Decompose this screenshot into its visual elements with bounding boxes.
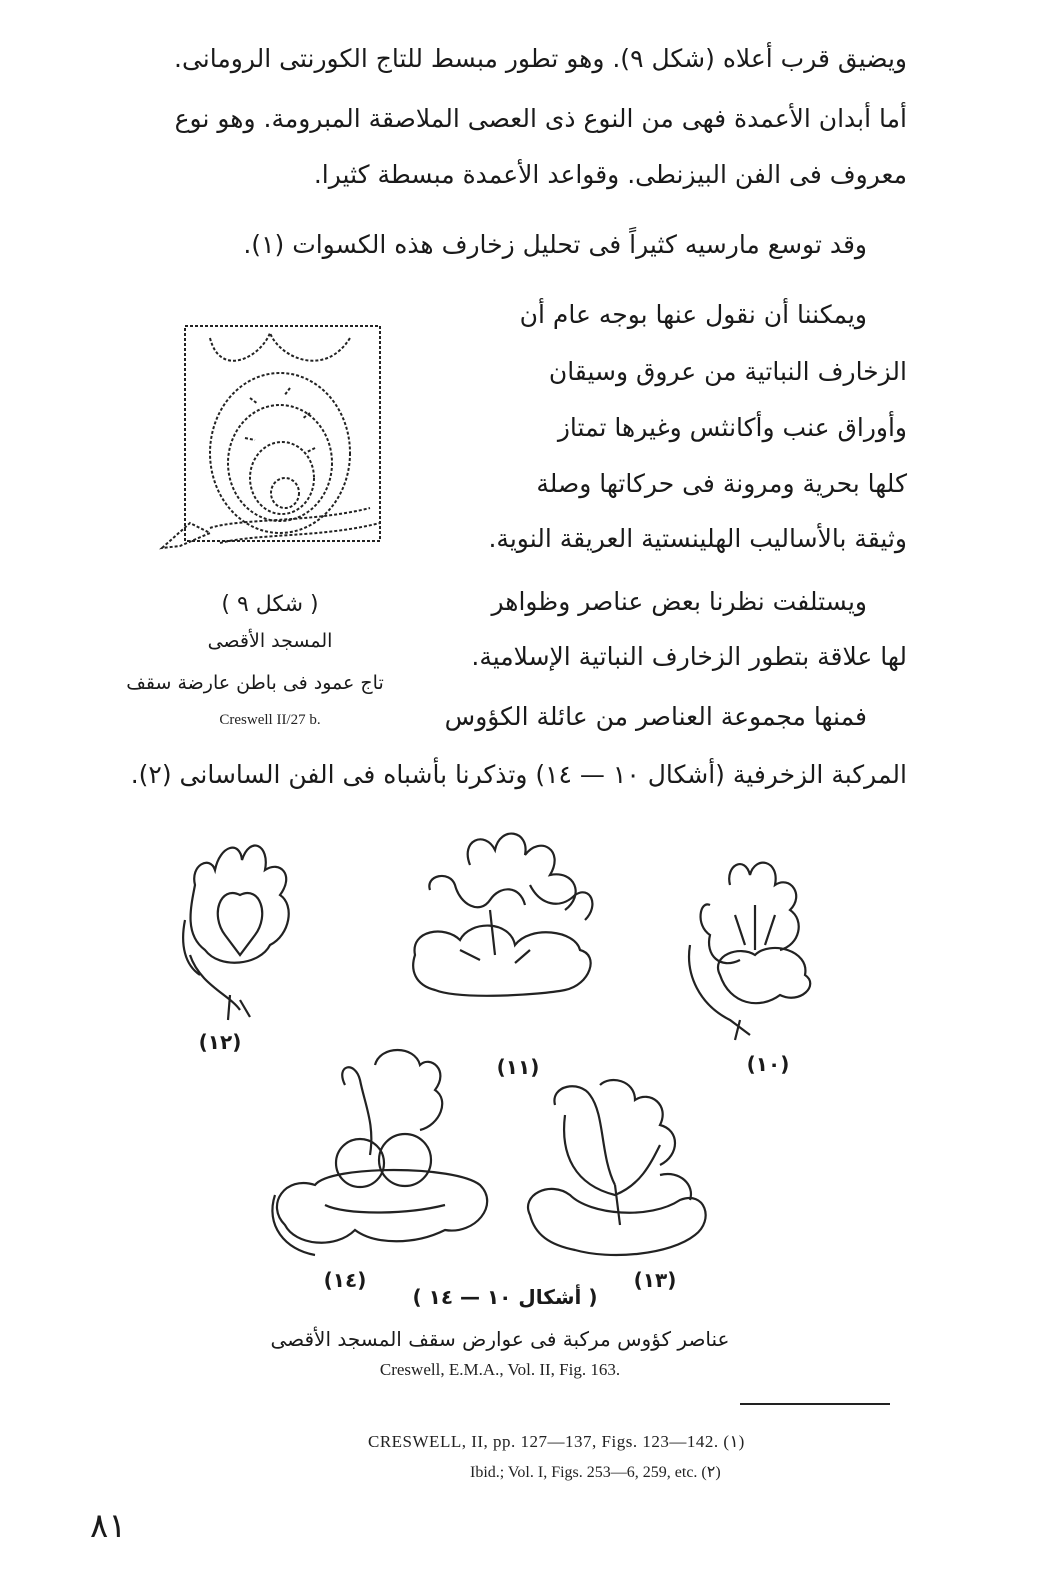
footnote-rule <box>740 1403 890 1405</box>
figure-10-label: (١٠) <box>746 1052 790 1076</box>
column-line-3: وأوراق عنب وأكانثس وغيرها تمتاز <box>557 413 907 442</box>
figure-11-cup-drawing <box>400 825 610 1015</box>
figure-12-cup-drawing <box>170 825 310 1025</box>
body-line-1: ويضيق قرب أعلاه (شكل ٩). وهو تطور مبسط للتاج الكورنتى الرومانى. <box>174 44 907 73</box>
column-line-4: كلها بحرية ومرونة فى حركاتها وصلة <box>536 469 907 498</box>
figures-10-14-caption: عناصر كؤوس مركبة فى عوارض سقف المسجد الأقصى <box>270 1327 730 1351</box>
figure-14-label: (١٤) <box>323 1268 367 1292</box>
figure-13-cup-drawing <box>520 1075 720 1265</box>
figure-12-label: (١٢) <box>198 1030 242 1054</box>
body-paragraph-2: وقد توسع مارسيه كثيراً فى تحليل زخارف هذه الكسوات (١). <box>243 230 867 259</box>
figure-9-description: تاج عمود فى باطن عارضة سقف <box>126 672 384 694</box>
body-line-2: أما أبدان الأعمدة فهى من النوع ذى العصى الملاصقة المبرومة. وهو نوع <box>174 104 907 133</box>
body-line-3: معروف فى الفن البيزنطى. وقواعد الأعمدة مبسطة كثيرا. <box>313 160 907 189</box>
figure-10-cup-drawing <box>670 845 830 1045</box>
figures-10-14-group-label: ( أشكال ١٠ — ١٤ ) <box>412 1285 598 1309</box>
figure-9-capital-drawing <box>150 318 390 568</box>
figure-11-label: (١١) <box>496 1055 540 1079</box>
figure-9-label: ( شكل ٩ ) <box>221 592 319 617</box>
page-number: ٨١ <box>90 1506 127 1546</box>
figure-9-source: Creswell II/27 b. <box>219 712 321 728</box>
column-line-7: لها علاقة بتطور الزخارف النباتية الإسلامية. <box>471 642 907 671</box>
figure-14-cup-drawing <box>255 1045 505 1265</box>
figure-9-place: المسجد الأقصى <box>207 630 333 652</box>
column-line-1: ويمكننا أن نقول عنها بوجه عام أن <box>519 300 867 329</box>
figures-10-14-source: Creswell, E.M.A., Vol. II, Fig. 163. <box>379 1360 621 1379</box>
column-line-8: فمنها مجموعة العناصر من عائلة الكؤوس <box>444 702 867 731</box>
column-line-6: ويستلفت نظرنا بعض عناصر وظواهر <box>491 587 867 616</box>
column-line-5: وثيقة بالأساليب الهلينستية العريقة النوية. <box>488 524 907 553</box>
footnote-1: CRESWELL, II, pp. 127—137, Figs. 123—142. (١) <box>368 1432 745 1451</box>
footnote-2: Ibid.; Vol. I, Figs. 253—6, 259, etc. (٢) <box>470 1464 721 1481</box>
body-paragraph-end: المركبة الزخرفية (أشكال ١٠ — ١٤) وتذكرنا بأشباه فى الفن الساسانى (٢). <box>130 760 907 789</box>
figure-13-label: (١٣) <box>633 1268 677 1292</box>
column-line-2: الزخارف النباتية من عروق وسيقان <box>548 357 907 386</box>
